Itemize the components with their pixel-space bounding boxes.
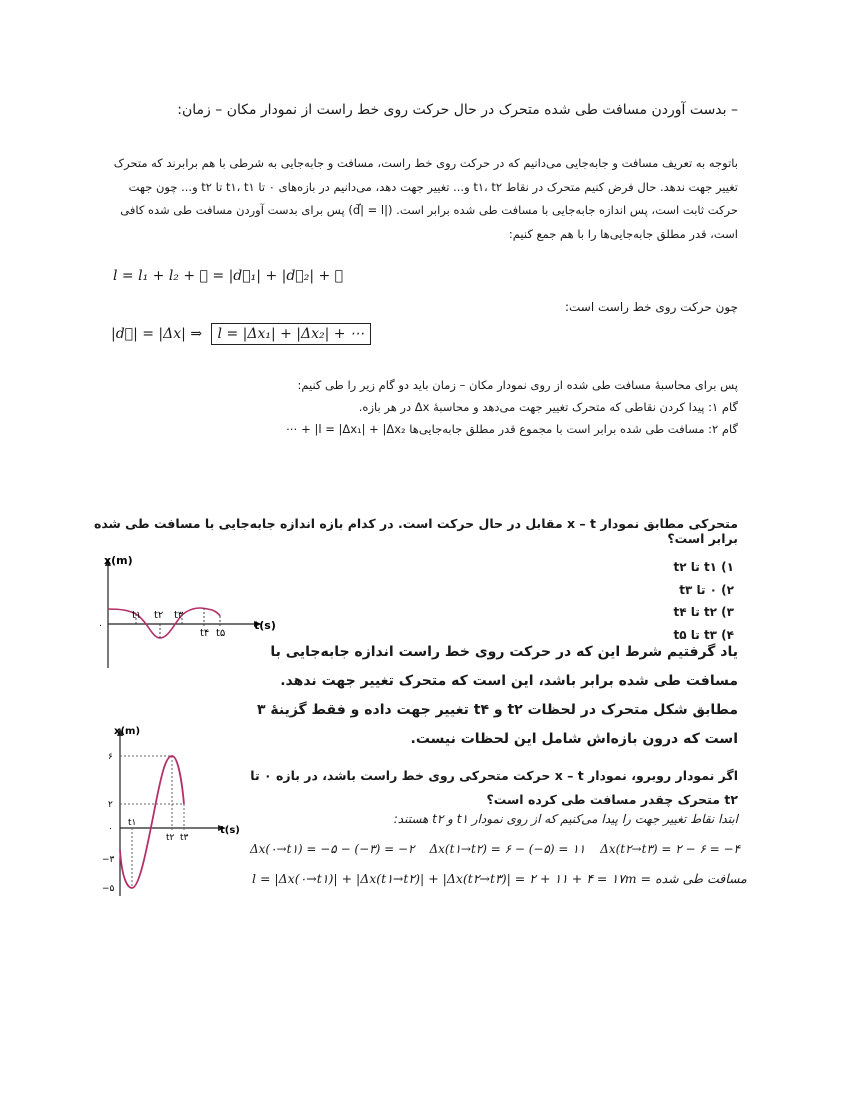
graph-2-ytick-6: ۶ bbox=[108, 752, 113, 762]
graph-2-ytick-0: ۰ bbox=[108, 824, 113, 834]
options-list bbox=[534, 556, 734, 646]
graph-2-ytick-neg5: −۵ bbox=[102, 884, 115, 894]
graph-1-tick-t2: t۲ bbox=[154, 610, 164, 621]
question-1: متحرکی مطابق نمودار x – t مقابل در حال حرکت است. در کدام بازه اندازه جابه‌جایی با مسافت طی شده برابر است؟ bbox=[93, 516, 738, 546]
option-1[interactable]: ۱) t۱ تا t۲ bbox=[673, 560, 734, 574]
equation-distance-sum: l = l₁ + l₂ + ⋯ = |d⃗₁| + |d⃗₂| + ⋯ bbox=[113, 268, 344, 284]
delta-0-t1: Δx(۰→t۱) = −۵ − (−۳) = −۲ bbox=[250, 842, 415, 856]
answer-1: یاد گرفتیم شرط این که در حرکت روی خط راست اندازه جابه‌جایی با مسافت طی شده برابر باشد، این است که متحرک تغییر جهت ندهد. مطابق شکل متحرک در لحظات t۲ و t۴ تغییر جهت داده و فقط گزینهٔ ۳ است که درون بازه‌اش شامل این لحظات نیست. bbox=[256, 644, 738, 747]
intro-paragraph: باتوجه به تعریف مسافت و جابه‌جایی می‌دانیم که در حرکت روی خط راست، مسافت و جابه‌جایی به شرطی با هم برابرند که متحرک تغییر جهت ندهد. حال فرض کنیم متحرک در نقاط t۱، t۲ و... تغییر جهت دهد، می‌دانیم در بازه‌های ۰ تا t۱، t۱ تا t۲ و... چون جهت حرکت ثابت است، پس اندازه جابه‌جایی با مسافت طی شده برابر است. (|d⃗| = l) پس برای بدست آوردن مسافت طی شده کافی است، قدر مطلق جابه‌جایی‌ها را با هم جمع کنیم: bbox=[113, 156, 738, 241]
displacement-values bbox=[250, 842, 740, 856]
graph-1-tick-t1: t۱ bbox=[132, 610, 142, 621]
graph-2-x-label: t(s) bbox=[220, 825, 240, 836]
graph-1-x-label: t(s) bbox=[254, 619, 276, 632]
equation-displacement-boxed: l = |Δx₁| + |Δx₂| + ⋯ bbox=[211, 323, 371, 345]
graph-1-origin: ۰ bbox=[98, 621, 103, 631]
option-4[interactable]: ۴) t۳ تا t۵ bbox=[673, 627, 734, 642]
step-intro: پس برای محاسبهٔ مسافت طی شده از روی نمودار مکان – زمان باید دو گام زیر را طی کنیم: bbox=[297, 378, 738, 392]
delta-t1-t2: Δx(t۱→t۲) = ۶ − (−۵) = ۱۱ bbox=[429, 842, 586, 856]
graph-1-tick-t5: t۵ bbox=[216, 628, 226, 639]
section-heading: – بدست آوردن مسافت طی شده متحرک در حال حرکت روی خط راست از نمودار مکان – زمان: bbox=[177, 102, 738, 118]
option-3[interactable]: ۳) t۲ تا t۴ bbox=[673, 605, 734, 619]
straight-line-label: چون حرکت روی خط راست است: bbox=[564, 300, 738, 314]
step-1: گام ۱: پیدا کردن نقاطی که متحرک تغییر جهت می‌دهد و محاسبهٔ Δx در هر بازه. bbox=[358, 400, 738, 414]
option-2[interactable]: ۲) ۰ تا t۳ bbox=[679, 582, 734, 597]
graph-1-tick-t3: t۳ bbox=[174, 610, 184, 621]
graph-2-xtick-t1: t۱ bbox=[128, 818, 137, 828]
graph-2-xtick-t2: t۲ bbox=[166, 833, 175, 843]
delta-t2-t3: Δx(t۲→t۳) = ۲ − ۶ = −۴ bbox=[600, 842, 740, 856]
steps-list bbox=[102, 374, 738, 440]
equation-displacement bbox=[111, 326, 371, 342]
graph-2-ytick-neg3: −۳ bbox=[102, 855, 115, 865]
graph-2-y-label: x(m) bbox=[114, 726, 141, 737]
equation-displacement-left: |d⃗| = |Δx| ⇒ bbox=[111, 326, 203, 342]
graph-1-y-label: x(m) bbox=[104, 554, 133, 567]
question-2: اگر نمودار روبرو، نمودار x – t حرکت متحرکی روی خط راست باشد، در بازه ۰ تا t۲ متحرک چقدر مسافت طی کرده است؟ bbox=[250, 768, 738, 807]
graph-2-xtick-t3: t۳ bbox=[180, 833, 189, 843]
step-2: گام ۲: مسافت طی شده برابر است با مجموع قدر مطلق جابه‌جایی‌ها l = |Δx₁| + |Δx₂| + ⋯ bbox=[286, 422, 738, 436]
graph-2 bbox=[96, 722, 246, 902]
graph-1-tick-t4: t۴ bbox=[200, 628, 210, 639]
solution-intro: ابتدا نقاط تغییر جهت را پیدا می‌کنیم که از روی نمودار t۱ و t۲ هستند: bbox=[393, 812, 738, 826]
total-distance: مسافت طی شده = l = |Δx(۰→t۱)| + |Δx(t۱→t۲)| + |Δx(t۲→t۳)| = ۲ + ۱۱ + ۴ = ۱۷m bbox=[252, 871, 747, 886]
graph-2-ytick-2: ۲ bbox=[108, 800, 113, 810]
